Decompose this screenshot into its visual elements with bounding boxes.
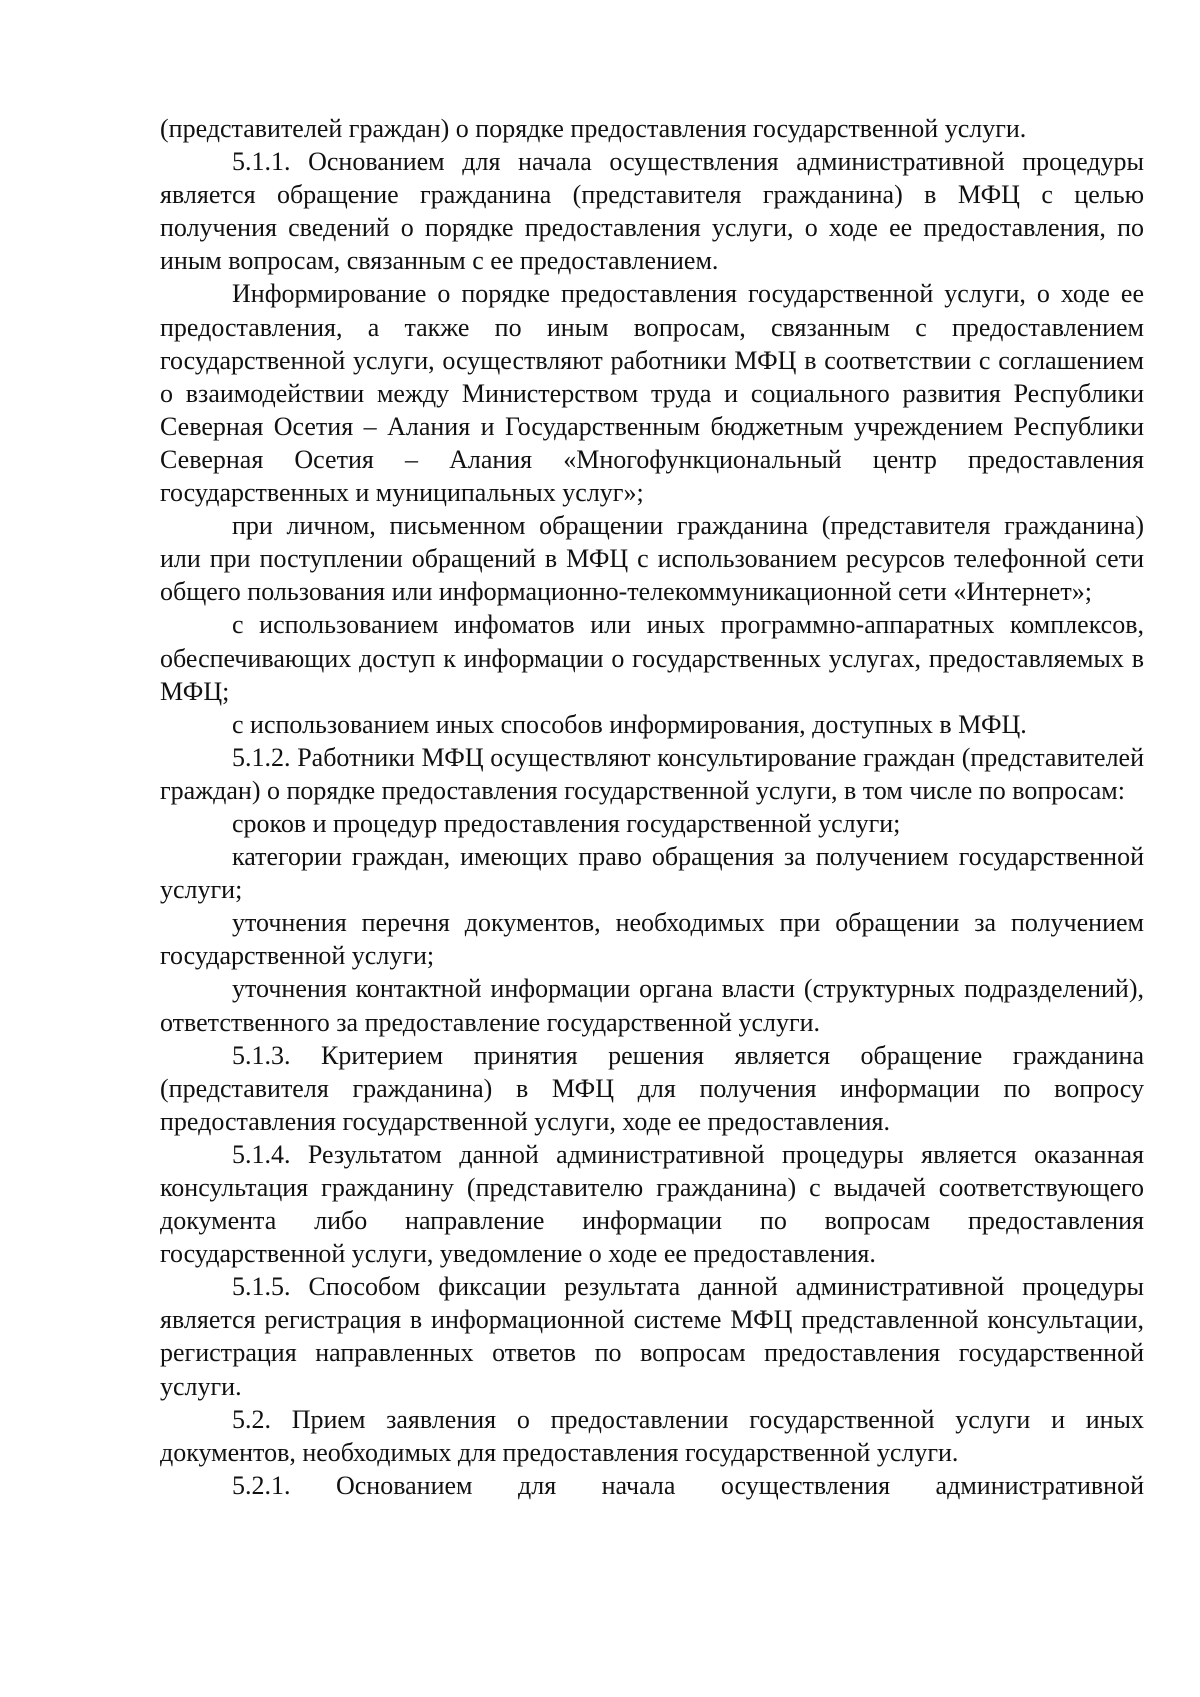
paragraph-5-2: 5.2. Прием заявления о предоставлении государственной услуги и иных документов, необходимых для предоставления государственной услуги. (160, 1404, 1144, 1467)
paragraph-infomats: с использованием инфоматов или иных программно-аппаратных комплексов, обеспечивающих доступ к информации о государственных услугах, предоставляемых в МФЦ; (160, 610, 1144, 706)
paragraph-contact-info: уточнения контактной информации органа власти (структурных подразделений), ответственного за предоставление государственной услуги. (160, 974, 1144, 1037)
paragraph-5-1-4: 5.1.4. Результатом данной административной процедуры является оказанная консультация гражданину (представителю гражданина) с выдачей соответствующего документа либо направление информации по вопросам предоставления государственной услуги, уведомление о ходе ее предоставления. (160, 1139, 1144, 1269)
paragraph-5-1-2: 5.1.2. Работники МФЦ осуществляют консультирование граждан (представителей граждан) о порядке предоставления государственной услуги, в том числе по вопросам: (160, 742, 1144, 805)
paragraph-categories: категории граждан, имеющих право обращения за получением государственной услуги; (160, 842, 1144, 905)
paragraph-5-2-1: 5.2.1. Основанием для начала осуществления административной (232, 1470, 1144, 1500)
paragraph-5-1-1: 5.1.1. Основанием для начала осуществления административной процедуры является обращение гражданина (представителя гражданина) в МФЦ с целью получения сведений о порядке предоставления услуги, о ходе ее предоставления, по иным вопросам, связанным с ее предоставлением. (160, 147, 1144, 276)
paragraph-documents-list: уточнения перечня документов, необходимых при обращении за получением государственной услуги; (160, 908, 1144, 971)
paragraph-continuation: (представителей граждан) о порядке предоставления государственной услуги. (160, 114, 1027, 143)
paragraph-informing: Информирование о порядке предоставления государственной услуги, о ходе ее предоставления, а также по иным вопросам, связанным с предоставлением государственной услуги, осуществляют работники МФЦ в соответствии с соглашением о взаимодействии между Министерством труда и социального развития Республики Северная Осетия – Алания и Государственным бюджетным учреждением Республики Северная Осетия – Алания «Многофункциональный центр предоставления государственных и муниципальных услуг»; (160, 279, 1144, 508)
paragraph-personal-request: при личном, письменном обращении гражданина (представителя гражданина) или при поступлении обращений в МФЦ с использованием ресурсов телефонной сети общего пользования или информационно-телекоммуникационной сети «Интернет»; (160, 511, 1144, 607)
paragraph-5-1-3: 5.1.3. Критерием принятия решения является обращение гражданина (представителя гражданина) в МФЦ для получения информации по вопросу предоставления государственной услуги, ходе ее предоставления. (160, 1040, 1144, 1136)
paragraph-other-methods: с использованием иных способов информирования, доступных в МФЦ. (232, 709, 1027, 739)
paragraph-terms: сроков и процедур предоставления государственной услуги; (232, 808, 901, 838)
document-body (160, 112, 1144, 1502)
paragraph-5-1-5: 5.1.5. Способом фиксации результата данной административной процедуры является регистрация в информационной системе МФЦ представленной консультации, регистрация направленных ответов по вопросам предоставления государственной услуги. (160, 1272, 1144, 1401)
